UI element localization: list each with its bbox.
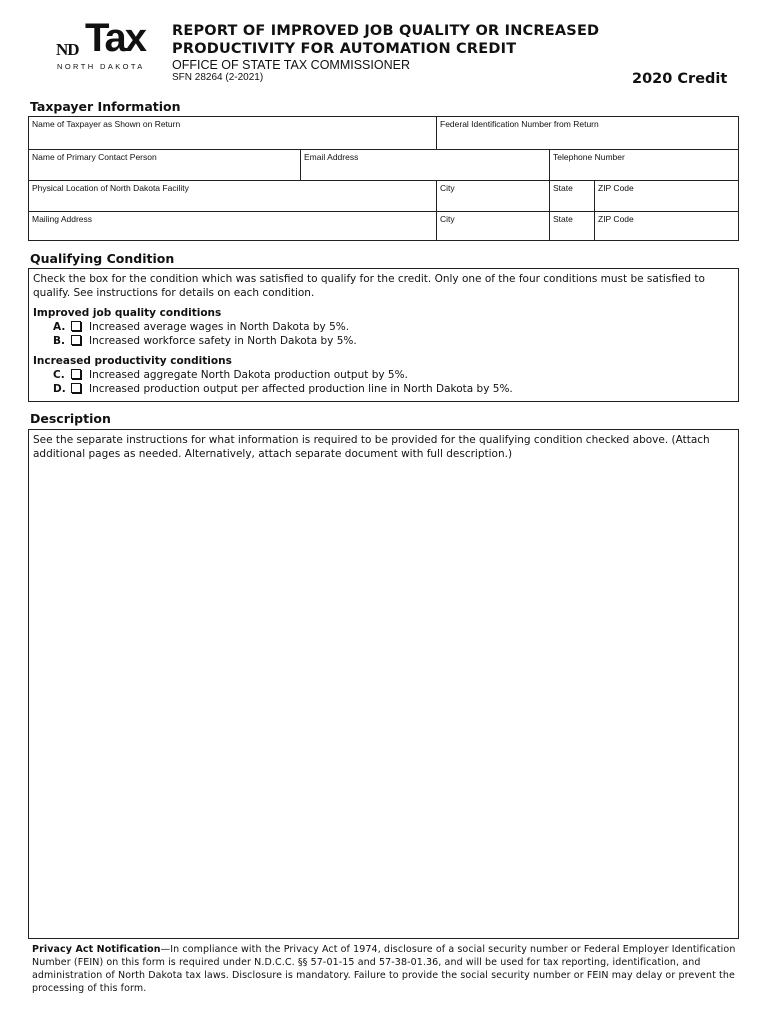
option-c-letter: C.: [53, 369, 65, 381]
mailing-address-label: Mailing Address: [32, 214, 93, 224]
option-b-checkbox[interactable]: [71, 335, 81, 345]
zip-field-2[interactable]: [595, 212, 738, 240]
option-a: [33, 320, 734, 334]
mailing-address-field[interactable]: [29, 212, 437, 240]
state-label-2: State: [553, 214, 573, 224]
email-field[interactable]: [301, 150, 550, 181]
telephone-field[interactable]: [550, 150, 738, 181]
physical-location-label: Physical Location of North Dakota Facility: [32, 183, 189, 193]
description-heading: Description: [30, 411, 111, 426]
logo-tax: Tax: [85, 16, 145, 60]
productivity-heading: Increased productivity conditions: [33, 355, 232, 367]
description-textarea[interactable]: [28, 429, 739, 939]
city-field-2[interactable]: [437, 212, 550, 240]
option-c-checkbox[interactable]: [71, 369, 81, 379]
form-number: SFN 28264 (2-2021): [172, 72, 264, 83]
logo-nd: ND: [56, 40, 79, 59]
option-d-text: Increased production output per affected production line in North Dakota by 5%.: [89, 383, 513, 395]
option-b: [33, 334, 734, 348]
zip-label-2: ZIP Code: [598, 214, 634, 224]
state-label-1: State: [553, 183, 573, 193]
option-a-checkbox[interactable]: [71, 321, 81, 331]
email-label: Email Address: [304, 152, 359, 162]
city-label-2: City: [440, 214, 455, 224]
telephone-label: Telephone Number: [553, 152, 625, 162]
form-title: REPORT OF IMPROVED JOB QUALITY OR INCREASED PRODUCTIVITY FOR AUTOMATION CREDIT: [172, 23, 600, 57]
privacy-label: Privacy Act Notification: [32, 944, 161, 955]
option-b-letter: B.: [53, 335, 65, 347]
job-quality-heading: Improved job quality conditions: [33, 307, 222, 319]
contact-person-field[interactable]: [29, 150, 301, 181]
nd-tax-logo: [55, 16, 150, 72]
city-label-1: City: [440, 183, 455, 193]
privacy-text: —In compliance with the Privacy Act of 1974, disclosure of a social security number or Federal Employer Identification Number (FEIN) on this form is required under N.D.C.C. §§ 57-01-15 and 57-38-01.36, and will be used for tax reporting, identification, and administration of North Dakota tax laws. Disclosure is mandatory. Failure to provide the social security number or FEIN may delay or prevent the processing of this form.: [32, 944, 736, 994]
option-a-letter: A.: [53, 321, 66, 333]
taxpayer-name-label: Name of Taxpayer as Shown on Return: [32, 119, 181, 129]
option-d: [33, 382, 734, 396]
zip-label-1: ZIP Code: [598, 183, 634, 193]
option-d-checkbox[interactable]: [71, 383, 81, 393]
option-c-text: Increased aggregate North Dakota production output by 5%.: [89, 369, 408, 381]
option-d-letter: D.: [53, 383, 66, 395]
taxpayer-info-grid: [28, 116, 739, 241]
privacy-notice: [32, 943, 737, 995]
contact-person-label: Name of Primary Contact Person: [32, 152, 157, 162]
fein-label: Federal Identification Number from Return: [440, 119, 599, 129]
state-field-2[interactable]: [550, 212, 595, 240]
state-field-1[interactable]: [550, 181, 595, 212]
credit-year: 2020 Credit: [632, 71, 728, 87]
qualifying-condition-box: [28, 268, 739, 402]
taxpayer-name-field[interactable]: [29, 117, 437, 150]
city-field-1[interactable]: [437, 181, 550, 212]
logo-subtitle: NORTH DAKOTA: [57, 62, 145, 71]
qualifying-heading: Qualifying Condition: [30, 251, 175, 266]
office-name: OFFICE OF STATE TAX COMMISSIONER: [172, 58, 410, 72]
option-c: [33, 368, 734, 382]
zip-field-1[interactable]: [595, 181, 738, 212]
fein-field[interactable]: [437, 117, 738, 150]
option-a-text: Increased average wages in North Dakota by 5%.: [89, 321, 350, 333]
taxpayer-heading: Taxpayer Information: [30, 99, 181, 114]
option-b-text: Increased workforce safety in North Dakota by 5%.: [89, 335, 357, 347]
description-instructions: See the separate instructions for what information is required to be provided for the qualifying condition checked above. (Attach additional pages as needed. Alternatively, attach separate document with full description.): [33, 434, 710, 460]
qualifying-instructions: Check the box for the condition which was satisfied to qualify for the credit. Only one of the four conditions must be satisfied to qualify. See instructions for details on each condition.: [33, 273, 705, 299]
physical-location-field[interactable]: [29, 181, 437, 212]
